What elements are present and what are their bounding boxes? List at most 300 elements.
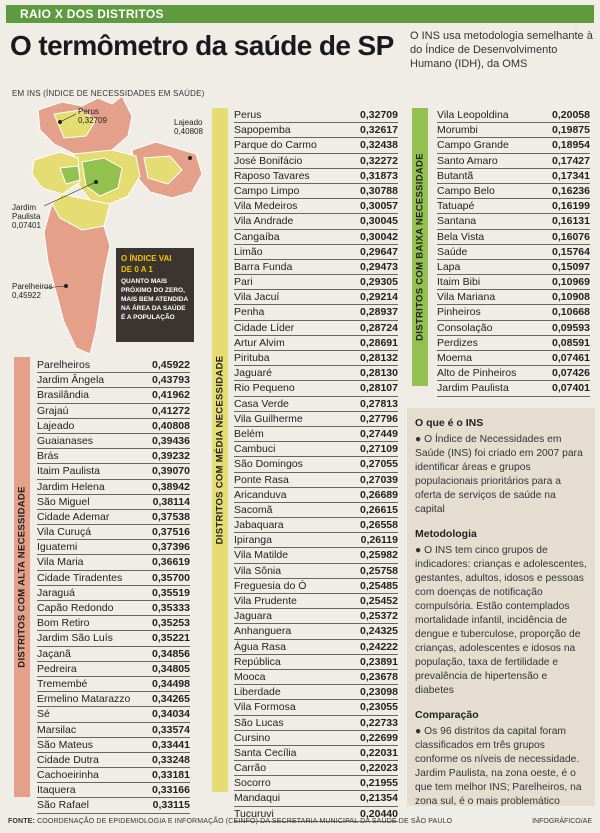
district-index-value: 0,29473: [360, 260, 398, 273]
district-index-value: 0,22733: [360, 716, 398, 729]
district-row: [234, 397, 398, 412]
district-name: Belém: [234, 427, 264, 440]
district-name: Mooca: [234, 670, 266, 683]
district-index-value: 0,20058: [552, 109, 590, 121]
district-index-value: 0,29305: [360, 276, 398, 289]
district-name: Penha: [234, 306, 265, 319]
district-row: [437, 366, 590, 381]
district-name: Socorro: [234, 777, 271, 790]
district-row: [234, 138, 398, 153]
district-row: [234, 731, 398, 746]
district-index-value: 0,37396: [152, 541, 190, 554]
district-name: Tatuapé: [437, 200, 475, 213]
district-index-value: 0,29214: [360, 291, 398, 304]
district-name: Vila Guilherme: [234, 412, 303, 425]
district-index-value: 0,33574: [152, 723, 190, 736]
district-row: [234, 123, 398, 138]
intro-text: O INS usa metodologia semelhante à do Índice de Desenvolvimento Humano (IDH), da OMS: [410, 30, 593, 70]
district-name: Pirituba: [234, 352, 270, 364]
source-line: FONTE: COORDENAÇÃO DE EPIDEMIOLOGIA E INFORMAÇÃO (CEINFO) DA SECRETARIA MUNICIPAL DA SAÚDE DE SÃO PAULO: [8, 818, 453, 825]
district-row: [234, 746, 398, 761]
district-index-value: 0,22031: [360, 746, 398, 759]
district-name: Vila Maria: [37, 556, 84, 569]
district-index-value: 0,28132: [360, 352, 398, 364]
district-name: Marsilac: [37, 723, 77, 736]
district-row: [234, 685, 398, 700]
district-name: Alto de Pinheiros: [437, 367, 517, 380]
district-row: [37, 510, 190, 525]
district-index-value: 0,30788: [360, 184, 398, 197]
district-index-value: 0,30057: [360, 200, 398, 213]
district-index-value: 0,10969: [552, 276, 590, 289]
district-name: Campo Grande: [437, 139, 509, 152]
district-name: Pari: [234, 276, 253, 289]
district-name: Butantã: [437, 169, 474, 182]
district-name: São Lucas: [234, 716, 284, 729]
district-index-value: 0,35253: [152, 617, 190, 630]
district-index-value: 0,23891: [360, 655, 398, 668]
district-row: [234, 169, 398, 184]
district-row: [37, 388, 190, 403]
district-index-value: 0,36619: [152, 556, 190, 569]
district-name: São Rafael: [37, 799, 89, 812]
district-index-value: 0,43793: [152, 374, 190, 387]
low-need-list: [437, 108, 590, 397]
district-name: Cachoeirinha: [37, 769, 99, 782]
district-row: [437, 169, 590, 184]
district-row: [37, 768, 190, 783]
district-row: [234, 290, 398, 305]
district-index-value: 0,33115: [152, 799, 190, 812]
district-index-value: 0,08591: [552, 336, 590, 349]
district-name: Jaçanã: [37, 647, 71, 660]
district-name: São Domingos: [234, 458, 303, 471]
district-name: República: [234, 655, 281, 668]
district-index-value: 0,27109: [360, 443, 398, 456]
district-row: [37, 707, 190, 722]
district-name: Jaraguá: [37, 586, 75, 599]
district-index-value: 0,10908: [552, 291, 590, 304]
district-index-value: 0,37538: [152, 510, 190, 523]
district-name: Sapopemba: [234, 124, 291, 137]
district-row: [37, 723, 190, 738]
medium-need-label: DISTRITOS COM MÉDIA NECESSIDADE: [214, 355, 226, 545]
map-label-jardim-paulista: Jardim Paulista 0,07401: [12, 203, 41, 230]
district-index-value: 0,07461: [552, 352, 590, 364]
district-name: São Miguel: [37, 495, 90, 508]
credit-line: INFOGRÁFICO/AE: [532, 818, 592, 825]
district-row: [234, 564, 398, 579]
district-row: [234, 275, 398, 290]
district-row: [234, 533, 398, 548]
district-row: [234, 503, 398, 518]
district-index-value: 0,27796: [360, 412, 398, 425]
district-row: [437, 260, 590, 275]
district-name: Artur Alvim: [234, 336, 285, 349]
district-name: Brás: [37, 450, 59, 463]
district-row: [37, 434, 190, 449]
district-index-value: 0,24222: [360, 640, 398, 653]
district-row: [437, 275, 590, 290]
district-name: Cambuci: [234, 443, 276, 456]
district-name: Cidade Tiradentes: [37, 571, 123, 584]
district-index-value: 0,30045: [360, 215, 398, 228]
district-name: Capão Redondo: [37, 602, 114, 614]
district-index-value: 0,37516: [152, 526, 190, 539]
district-index-value: 0,34856: [152, 647, 190, 660]
district-index-value: 0,27055: [360, 458, 398, 471]
district-name: Grajaú: [37, 404, 69, 417]
district-row: [234, 548, 398, 563]
district-row: [37, 449, 190, 464]
district-row: [234, 245, 398, 260]
district-index-value: 0,22023: [360, 762, 398, 775]
district-name: Jabaquara: [234, 519, 284, 532]
district-name: Lajeado: [37, 419, 75, 432]
district-row: [234, 321, 398, 336]
district-name: Iguatemi: [37, 541, 78, 554]
district-index-value: 0,38114: [152, 495, 190, 508]
district-row: [437, 184, 590, 199]
district-index-value: 0,45922: [152, 359, 190, 371]
district-name: Vila Formosa: [234, 701, 296, 714]
district-name: Santo Amaro: [437, 154, 498, 167]
district-row: [37, 540, 190, 555]
district-row: [234, 640, 398, 655]
map-label-parelheiros: Parelheiros 0,45922: [12, 282, 53, 300]
district-row: [234, 716, 398, 731]
district-index-value: 0,15097: [552, 260, 590, 273]
district-index-value: 0,23098: [360, 686, 398, 699]
district-index-value: 0,21955: [360, 777, 398, 790]
info-text-method: ● O INS tem cinco grupos de indicadores: crianças e adolescentes, gestantes, adultos, idosos e pessoas com doenças de notificação compulsória. Estão contemplados mortalidade infantil, incidência de dengue e tuberculose, proporção de crianças, adolescentes e idosos na população, taxa de fertilidade e prevalência de hipertensão e diabetes: [415, 545, 587, 696]
district-row: [37, 419, 190, 434]
district-name: Vila Curuçá: [37, 526, 92, 539]
district-row: [234, 473, 398, 488]
info-heading-method: Metodologia: [415, 528, 477, 540]
header-band: [6, 5, 594, 23]
district-index-value: 0,34034: [152, 708, 190, 721]
district-name: Vila Medeiros: [234, 200, 298, 213]
district-index-value: 0,39232: [152, 450, 190, 463]
district-index-value: 0,28107: [360, 382, 398, 395]
district-index-value: 0,20440: [360, 807, 398, 820]
district-row: [234, 518, 398, 533]
district-row: [234, 214, 398, 229]
district-row: [234, 199, 398, 214]
district-index-value: 0,34265: [152, 693, 190, 706]
low-need-label: DISTRITOS COM BAIXA NECESSIDADE: [414, 153, 426, 341]
district-name: Jaguaré: [234, 367, 272, 380]
district-index-value: 0,39436: [152, 434, 190, 447]
high-need-label: DISTRITOS COM ALTA NECESSIDADE: [16, 486, 28, 668]
district-name: São Mateus: [37, 738, 94, 751]
district-index-value: 0,21354: [360, 792, 398, 805]
district-index-value: 0,22699: [360, 731, 398, 744]
district-name: Santana: [437, 215, 477, 228]
district-index-value: 0,32272: [360, 154, 398, 167]
district-index-value: 0,28937: [360, 306, 398, 319]
district-name: Campo Limpo: [234, 184, 300, 197]
district-name: Raposo Tavares: [234, 169, 310, 182]
district-row: [37, 616, 190, 631]
district-name: Freguesia do Ó: [234, 579, 307, 592]
high-need-list: [37, 358, 190, 814]
district-name: Parque do Carmo: [234, 139, 317, 152]
district-row: [437, 199, 590, 214]
district-index-value: 0,25982: [360, 549, 398, 562]
district-name: Vila Matilde: [234, 549, 289, 562]
district-row: [234, 488, 398, 503]
district-name: Jardim Helena: [37, 480, 105, 493]
district-row: [37, 631, 190, 646]
index-legend: O ÍNDICE VAI DE 0 A 1 QUANTO MAIS PRÓXIMO DO ZERO, MAIS BEM ATENDIDA NA ÁREA DA SAÚDE É A POPULAÇÃO: [116, 248, 194, 342]
district-row: [437, 351, 590, 366]
district-index-value: 0,41272: [152, 404, 190, 417]
district-index-value: 0,27449: [360, 427, 398, 440]
district-name: Água Rasa: [234, 640, 286, 653]
district-index-value: 0,17427: [552, 154, 590, 167]
info-heading-compare: Comparação: [415, 709, 479, 721]
district-index-value: 0,27813: [360, 397, 398, 410]
district-index-value: 0,28691: [360, 336, 398, 349]
district-index-value: 0,35519: [152, 586, 190, 599]
district-name: Jardim Ângela: [37, 374, 105, 387]
district-name: Casa Verde: [234, 397, 289, 410]
district-index-value: 0,28130: [360, 367, 398, 380]
district-index-value: 0,16236: [552, 184, 590, 197]
district-index-value: 0,16076: [552, 230, 590, 243]
district-row: [437, 214, 590, 229]
district-index-value: 0,30042: [360, 230, 398, 243]
district-index-value: 0,17341: [552, 169, 590, 182]
district-index-value: 0,25485: [360, 579, 398, 592]
district-name: Vila Leopoldina: [437, 109, 509, 121]
district-row: [234, 442, 398, 457]
info-box: [407, 408, 595, 806]
district-index-value: 0,29647: [360, 245, 398, 258]
district-index-value: 0,32617: [360, 124, 398, 137]
district-name: Moema: [437, 352, 473, 364]
district-index-value: 0,23055: [360, 701, 398, 714]
district-row: [37, 464, 190, 479]
district-row: [234, 336, 398, 351]
district-index-value: 0,39070: [152, 465, 190, 478]
district-index-value: 0,19875: [552, 124, 590, 137]
district-index-value: 0,28724: [360, 321, 398, 334]
section-label: RAIO X DOS DISTRITOS: [20, 7, 164, 21]
district-row: [37, 404, 190, 419]
district-index-value: 0,35333: [152, 602, 190, 614]
district-row: [234, 457, 398, 472]
district-name: Brasilândia: [37, 389, 89, 402]
district-index-value: 0,26615: [360, 503, 398, 516]
district-row: [234, 761, 398, 776]
district-row: [234, 412, 398, 427]
district-row: [37, 783, 190, 798]
district-row: [37, 571, 190, 586]
district-row: [234, 670, 398, 685]
map-subtitle: EM INS (ÍNDICE DE NECESSIDADES EM SAÚDE): [12, 89, 205, 98]
district-row: [234, 776, 398, 791]
district-row: [234, 655, 398, 670]
district-name: Vila Sônia: [234, 564, 282, 577]
district-index-value: 0,40808: [152, 419, 190, 432]
district-name: Jardim São Luís: [37, 632, 113, 645]
district-name: Sacomã: [234, 503, 273, 516]
district-row: [234, 609, 398, 624]
district-index-value: 0,16131: [552, 215, 590, 228]
district-row: [234, 154, 398, 169]
district-row: [437, 381, 590, 396]
district-row: [437, 245, 590, 260]
district-name: Limão: [234, 245, 263, 258]
district-row: [234, 351, 398, 366]
district-row: [37, 647, 190, 662]
district-index-value: 0,31873: [360, 169, 398, 182]
district-row: [437, 154, 590, 169]
district-index-value: 0,24325: [360, 625, 398, 638]
district-name: José Bonifácio: [234, 154, 303, 167]
district-row: [37, 753, 190, 768]
map-label-perus: Perus 0,32709: [78, 107, 107, 125]
district-name: Saúde: [437, 245, 468, 258]
district-name: Mandaqui: [234, 792, 281, 805]
district-row: [437, 336, 590, 351]
district-row: [437, 305, 590, 320]
district-name: Cangaíba: [234, 230, 280, 243]
district-name: Bela Vista: [437, 230, 485, 243]
district-index-value: 0,09593: [552, 321, 590, 334]
district-row: [234, 108, 398, 123]
district-index-value: 0,25452: [360, 595, 398, 607]
district-row: [37, 601, 190, 616]
district-name: Lapa: [437, 260, 461, 273]
district-name: Bom Retiro: [37, 617, 90, 630]
district-row: [437, 321, 590, 336]
district-index-value: 0,26689: [360, 488, 398, 501]
district-row: [234, 700, 398, 715]
district-name: Ponte Rasa: [234, 473, 289, 486]
district-name: Barra Funda: [234, 260, 293, 273]
district-name: Jaguara: [234, 610, 272, 623]
district-index-value: 0,07426: [552, 367, 590, 380]
district-row: [234, 579, 398, 594]
district-row: [437, 108, 590, 123]
district-index-value: 0,07401: [552, 382, 590, 395]
district-index-value: 0,33181: [152, 769, 190, 782]
district-row: [37, 692, 190, 707]
district-index-value: 0,27039: [360, 473, 398, 486]
district-name: Carrão: [234, 762, 267, 775]
district-index-value: 0,25758: [360, 564, 398, 577]
medium-need-list: [234, 108, 398, 822]
district-name: Tremembé: [37, 677, 88, 690]
district-name: Consolação: [437, 321, 493, 334]
district-row: [234, 230, 398, 245]
district-name: Liberdade: [234, 686, 281, 699]
district-index-value: 0,33166: [152, 784, 190, 797]
district-row: [37, 495, 190, 510]
district-row: [37, 677, 190, 692]
district-name: Pinheiros: [437, 306, 481, 319]
district-name: Santa Cecília: [234, 746, 297, 759]
district-index-value: 0,18954: [552, 139, 590, 152]
district-row: [37, 555, 190, 570]
district-index-value: 0,15764: [552, 245, 590, 258]
district-row: [234, 594, 398, 609]
district-index-value: 0,10668: [552, 306, 590, 319]
district-row: [37, 586, 190, 601]
district-name: Vila Jacuí: [234, 291, 280, 304]
district-name: Jardim Paulista: [437, 382, 509, 395]
district-name: Perdizes: [437, 336, 478, 349]
district-name: Itaim Paulista: [37, 465, 101, 478]
district-index-value: 0,35221: [152, 632, 190, 645]
district-name: Pedreira: [37, 662, 77, 675]
district-name: Vila Andrade: [234, 215, 294, 228]
info-text-compare: ● Os 96 distritos da capital foram classificados em três grupos conforme os níveis de necessidade. Jardim Paulista, na zona oeste, é o que tem melhor INS; Parelheiros, na zona sul, é o mais problemático: [415, 726, 582, 807]
district-row: [234, 305, 398, 320]
district-index-value: 0,26558: [360, 519, 398, 532]
district-row: [37, 480, 190, 495]
district-index-value: 0,34498: [152, 677, 190, 690]
district-name: Parelheiros: [37, 359, 91, 371]
map-point-lajeado: [188, 156, 192, 160]
district-row: [437, 230, 590, 245]
page-title: O termômetro da saúde de SP: [10, 30, 394, 61]
district-name: Rio Pequeno: [234, 382, 295, 395]
district-row: [234, 260, 398, 275]
district-row: [234, 791, 398, 806]
district-row: [234, 427, 398, 442]
district-name: Cidade Dutra: [37, 753, 99, 766]
info-heading-what: O que é o INS: [415, 417, 484, 429]
district-name: Itaquera: [37, 784, 76, 797]
district-index-value: 0,25372: [360, 610, 398, 623]
district-row: [437, 290, 590, 305]
district-name: Vila Mariana: [437, 291, 496, 304]
district-index-value: 0,32709: [360, 109, 398, 121]
district-row: [37, 662, 190, 677]
district-row: [234, 366, 398, 381]
district-name: Cidade Líder: [234, 321, 295, 334]
district-name: Morumbi: [437, 124, 478, 137]
district-index-value: 0,34805: [152, 662, 190, 675]
district-row: [37, 358, 190, 373]
district-row: [37, 373, 190, 388]
district-name: Guaianases: [37, 434, 94, 447]
district-name: Ipiranga: [234, 534, 272, 547]
district-index-value: 0,26119: [360, 534, 398, 547]
district-index-value: 0,35700: [152, 571, 190, 584]
district-name: Tucuruvi: [234, 807, 274, 820]
district-row: [437, 138, 590, 153]
district-name: Ermelino Matarazzo: [37, 693, 131, 706]
district-name: Vila Prudente: [234, 595, 297, 607]
district-name: Itaim Bibi: [437, 276, 481, 289]
map-label-lajeado: Lajeado 0,40808: [174, 118, 203, 136]
district-name: Cursino: [234, 731, 271, 744]
district-row: [234, 381, 398, 396]
district-index-value: 0,38942: [152, 480, 190, 493]
district-index-value: 0,41962: [152, 389, 190, 402]
district-row: [234, 624, 398, 639]
district-row: [437, 123, 590, 138]
district-row: [234, 184, 398, 199]
district-row: [37, 738, 190, 753]
district-index-value: 0,33248: [152, 753, 190, 766]
